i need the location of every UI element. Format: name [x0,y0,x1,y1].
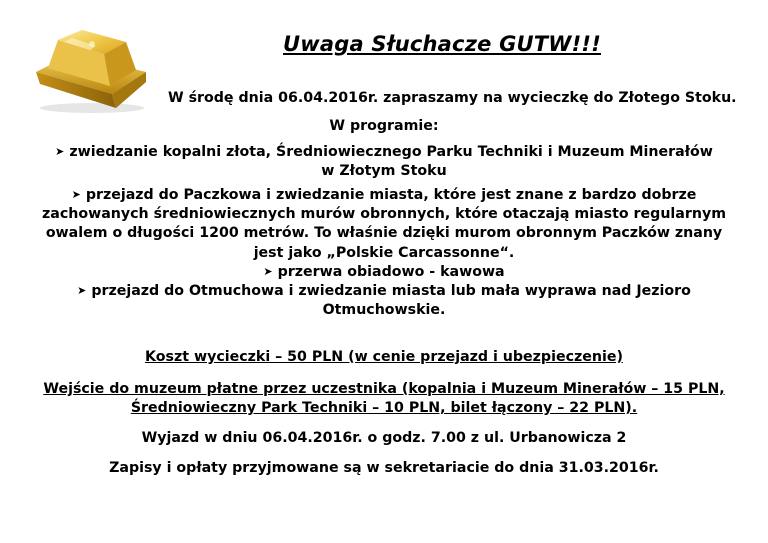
departure-text: Wyjazd w dniu 06.04.2016r. o godz. 7.00 z ul. Urbanowicza 2 [141,430,627,446]
bullet-line: przerwa obiadowo - kawowa [277,264,505,280]
bullet-line: przejazd do Paczkowa i zwiedzanie miasta, które jest znane z bardzo dobrze [85,187,697,203]
museum-line: Wejście do muzeum płatne przez uczestnika (kopalnia i Muzeum Minerałów – 15 PLN, [43,381,725,397]
bullet-line: jest jako „Polskie Carcassonne“. [253,244,515,261]
program-heading: W programie: [329,118,439,134]
bullet-line: przejazd do Otmuchowa i zwiedzanie miasta lub mała wyprawa nad Jezioro [91,283,691,299]
bullet-line: w Złotym Stoku [321,163,447,180]
arrow-bullet-icon: ➤ [263,265,273,278]
bullet-line: zwiedzanie kopalni złota, Średniowiecznego Parku Techniki i Muzeum Minerałów [69,144,713,160]
bullet-line: zachowanych średniowiecznych murów obronnych, które otaczają miasto regularnym [42,206,726,223]
registration-text: Zapisy i opłaty przyjmowane są w sekretariacie do dnia 31.03.2016r. [109,460,659,476]
intro-text: W środę dnia 06.04.2016r. zapraszamy na wycieczkę do Złotego Stoku. [168,90,737,106]
program-item-break [0,263,768,282]
bullet-line: Otmuchowskie. [322,302,446,319]
bullet-line: owalem o długości 1200 metrów. To właśnie dzięki murom obronnym Paczków znany [45,225,723,242]
program-item-mine [0,143,768,181]
arrow-bullet-icon: ➤ [55,145,65,158]
cost-text: Koszt wycieczki – 50 PLN (w cenie przejazd i ubezpieczenie) [145,349,623,365]
museum-line: Średniowieczny Park Techniki – 10 PLN, bilet łączony – 22 PLN). [130,400,638,417]
page-title: Uwaga Słuchacze GUTW!!! [283,32,601,56]
arrow-bullet-icon: ➤ [77,284,87,297]
museum-info [0,380,768,418]
program-item-otmuchow [0,282,768,320]
program-item-paczkow [0,186,768,263]
arrow-bullet-icon: ➤ [71,188,81,201]
